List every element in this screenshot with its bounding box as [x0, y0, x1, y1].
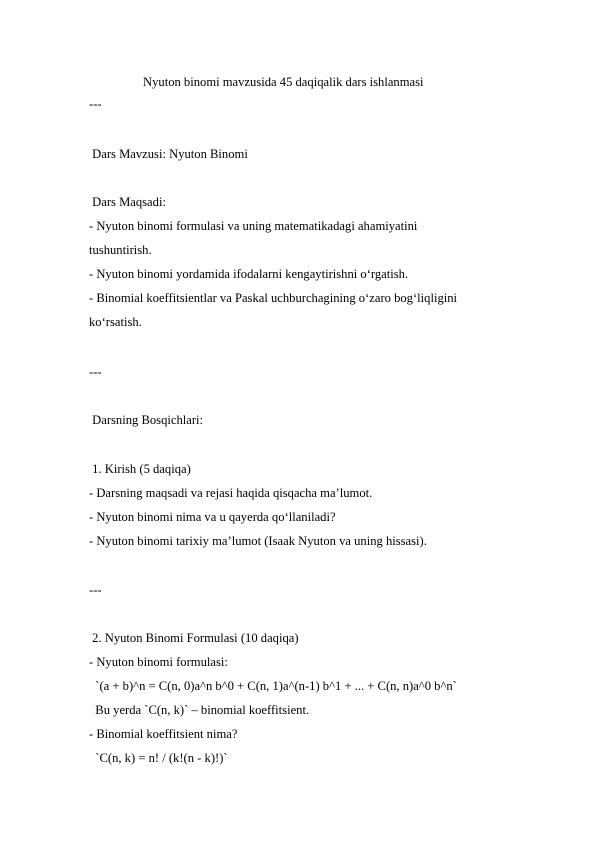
topic-line: Dars Mavzusi: Nyuton Binomi: [89, 147, 248, 161]
stage2-heading: 2. Nyuton Binomi Formulasi (10 daqiqa): [89, 631, 299, 645]
goal-line: ko‘rsatish.: [89, 315, 142, 329]
formula-line: `C(n, k) = n! / (k!(n - k)!)`: [89, 751, 228, 765]
goal-line: tushuntirish.: [89, 243, 152, 257]
stage1-item: - Nyuton binomi tarixiy ma’lumot (Isaak Nyuton va uning hissasi).: [89, 534, 427, 548]
separator: ---: [89, 583, 102, 597]
stage2-item: - Nyuton binomi formulasi:: [89, 655, 228, 669]
goal-line: - Binomial koeffitsientlar va Paskal uchburchagining o‘zaro bog‘liqligini: [89, 291, 458, 305]
stages-heading: Darsning Bosqichlari:: [89, 413, 204, 427]
stage2-item: Bu yerda `C(n, k)` – binomial koeffitsient.: [89, 703, 310, 717]
goal-line: - Nyuton binomi formulasi va uning matematikadagi ahamiyatini: [89, 219, 418, 233]
formula-line: `(a + b)^n = C(n, 0)a^n b^0 + C(n, 1)a^(n-1) b^1 + ... + C(n, n)a^0 b^n`: [89, 679, 457, 693]
stage1-heading: 1. Kirish (5 daqiqa): [89, 462, 191, 476]
goal-line: - Nyuton binomi yordamida ifodalarni kengaytirishni o‘rgatish.: [89, 267, 409, 281]
goals-heading: Dars Maqsadi:: [89, 195, 166, 209]
stage1-item: - Darsning maqsadi va rejasi haqida qisqacha ma’lumot.: [89, 486, 373, 500]
stage2-item: - Binomial koeffitsient nima?: [89, 727, 238, 741]
separator: ---: [89, 97, 102, 111]
separator: ---: [89, 365, 102, 379]
document-title: Nyuton binomi mavzusida 45 daqiqalik dars ishlanmasi: [143, 75, 424, 89]
stage1-item: - Nyuton binomi nima va u qayerda qo‘llaniladi?: [89, 510, 336, 524]
